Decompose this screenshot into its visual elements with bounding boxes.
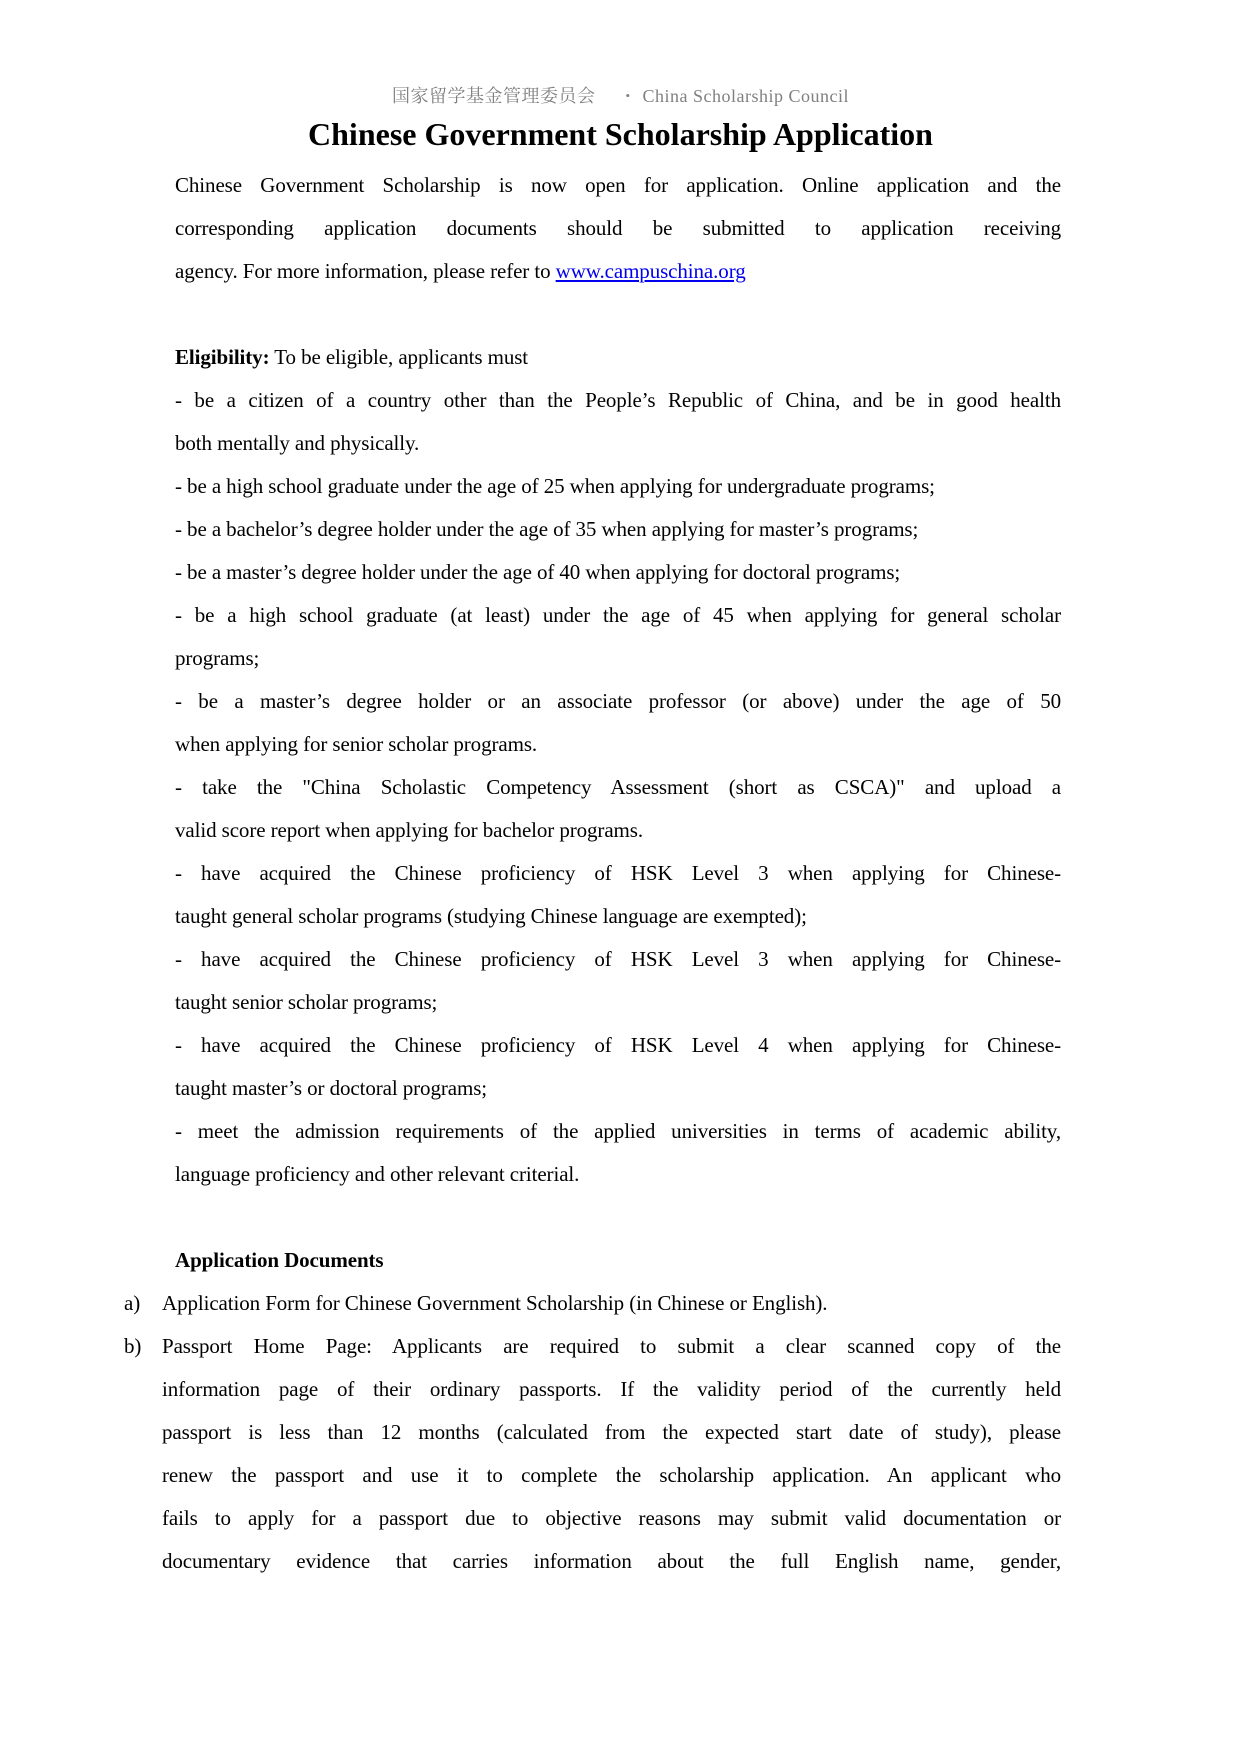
blank-line [175, 293, 1061, 336]
intro-line [175, 250, 1061, 293]
eligibility-item [175, 379, 1061, 465]
text-line: valid score report when applying for bachelor programs. [175, 818, 644, 842]
blank-line [175, 1196, 1061, 1239]
intro-line: Chinese Government Scholarship is now open for application. Online application and the [175, 173, 1061, 197]
document-list-item [124, 1325, 1061, 1583]
eligibility-heading-line [175, 336, 1061, 379]
eligibility-item [175, 1024, 1061, 1110]
text-line: taught senior scholar programs; [175, 990, 438, 1014]
bullet-separator-icon: • [625, 88, 631, 103]
eligibility-item [175, 680, 1061, 766]
text-line: - be a high school graduate (at least) under the age of 45 when applying for general scholar [175, 603, 1061, 627]
text-line: - be a citizen of a country other than the People’s Republic of China, and be in good health [175, 388, 1061, 412]
text-line: - have acquired the Chinese proficiency of HSK Level 3 when applying for Chinese- [175, 861, 1061, 885]
documents-list [124, 1282, 1061, 1583]
text-line: taught general scholar programs (studying Chinese language are exempted); [175, 904, 807, 928]
text-line: - be a master’s degree holder or an associate professor (or above) under the age of 50 [175, 689, 1061, 713]
text-line: language proficiency and other relevant criterial. [175, 1162, 580, 1186]
eligibility-item [175, 1110, 1061, 1196]
documents-heading: Application Documents [175, 1248, 384, 1272]
eligibility-label-suffix: To be eligible, applicants must [269, 345, 529, 369]
text-line: Application Form for Chinese Government Scholarship (in Chinese or English). [162, 1291, 828, 1315]
text-line: - take the "China Scholastic Competency Assessment (short as CSCA)" and upload a [175, 775, 1061, 799]
list-marker: b) [124, 1334, 142, 1358]
eligibility-item [175, 594, 1061, 680]
page-title: Chinese Government Scholarship Application [308, 116, 933, 152]
text-line: documentary evidence that carries information about the full English name, gender, [162, 1549, 1061, 1573]
text-line: both mentally and physically. [175, 431, 420, 455]
eligibility-item [175, 508, 1061, 551]
text-line: passport is less than 12 months (calculated from the expected start date of study), please [162, 1420, 1061, 1444]
eligibility-item [175, 852, 1061, 938]
org-header [0, 84, 1241, 108]
text-line: - meet the admission requirements of the applied universities in terms of academic ability, [175, 1119, 1061, 1143]
org-name-chinese: 国家留学基金管理委员会 [391, 86, 596, 106]
campuschina-link[interactable]: www.campuschina.org [555, 259, 746, 283]
intro-line-prefix: agency. For more information, please refer to [175, 259, 556, 283]
eligibility-item [175, 938, 1061, 1024]
text-line: taught master’s or doctoral programs; [175, 1076, 487, 1100]
eligibility-item [175, 551, 1061, 594]
document-list-item [124, 1282, 1061, 1325]
text-line: - be a master’s degree holder under the age of 40 when applying for doctoral programs; [175, 560, 901, 584]
text-line: renew the passport and use it to complete the scholarship application. An applicant who [162, 1463, 1061, 1487]
text-line: programs; [175, 646, 260, 670]
text-line: when applying for senior scholar programs. [175, 732, 538, 756]
text-line: - be a high school graduate under the age of 25 when applying for undergraduate programs; [175, 474, 935, 498]
text-line: Passport Home Page: Applicants are required to submit a clear scanned copy of the [162, 1334, 1061, 1358]
list-marker: a) [124, 1291, 141, 1315]
eligibility-item [175, 766, 1061, 852]
text-line: - have acquired the Chinese proficiency of HSK Level 4 when applying for Chinese- [175, 1033, 1061, 1057]
text-line: - be a bachelor’s degree holder under the age of 35 when applying for master’s programs; [175, 517, 919, 541]
text-line: fails to apply for a passport due to objective reasons may submit valid documentation or [162, 1506, 1061, 1530]
org-name-english: China Scholarship Council [642, 86, 850, 106]
intro-line: corresponding application documents should be submitted to application receiving [175, 216, 1061, 240]
text-line: information page of their ordinary passports. If the validity period of the currently held [162, 1377, 1061, 1401]
document-body [124, 164, 1061, 1583]
eligibility-item [175, 465, 1061, 508]
eligibility-label: Eligibility: [175, 345, 270, 369]
text-line: - have acquired the Chinese proficiency of HSK Level 3 when applying for Chinese- [175, 947, 1061, 971]
